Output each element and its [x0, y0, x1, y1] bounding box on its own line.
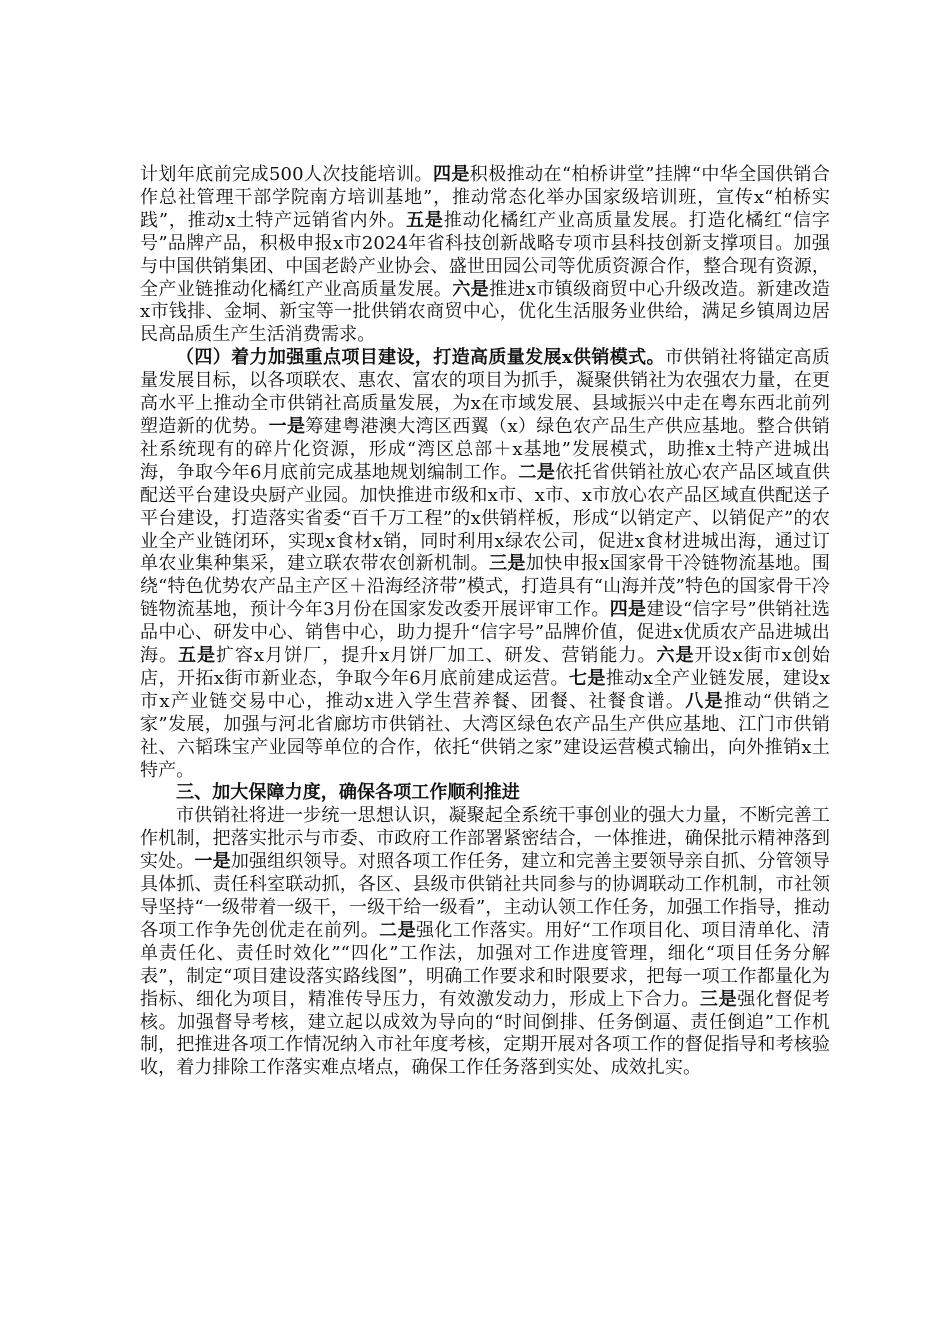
bold-text-run: 一是 [194, 851, 231, 873]
text-run: 市供销社将锚定高质量发展目标，以各项联农、惠农、富农的项目为抓手，凝聚供销社为农强农力量，在更高水平上推动全市供销社高质量发展，为x在市域发展、县域振兴中走在粤东西北前列塑造新的优势。 [140, 347, 830, 437]
bold-text-run: 七是 [568, 667, 606, 689]
document-body [140, 164, 830, 1080]
bold-text-run: 六是 [656, 645, 695, 667]
text-run: 积极推动在“柏桥讲堂”挂牌“中华全国供销合作总社管理干部学院南方培训基地”，推动常态化举办国家级培训班，宣传x“柏桥实践”，推动x土特产远销省内外。 [140, 164, 830, 231]
text-run: 推动“供销之家”发展，加强与河北省廊坊市供销社、大湾区绿色农产品生产供应基地、江门市供销社、六韬珠宝产业园等单位的合作，依托“供销之家”建设运营模式输出，向外推销x土特产。 [140, 690, 831, 781]
bold-text-run: （四）着力加强重点项目建设，打造高质量发展x供销模式。 [176, 347, 665, 369]
paragraph-training [140, 164, 830, 347]
bold-text-run: 一是 [268, 415, 306, 437]
text-run: 推动x全产业链发展，建设x市x产业链交易中心，推动x进入学生营养餐、团餐、社餐食谱。 [140, 667, 830, 712]
text-run: 开设x街市x创始店，开拓x街市新业态，争取今年6月底前建成运营。 [140, 645, 830, 689]
section-heading-safeguards [140, 782, 830, 805]
bold-text-run: 四是 [609, 599, 647, 621]
text-run: 建设“信字号”供销社选品中心、研发中心、销售中心，助力提升“信字号”品牌价值，促进x优质农产品进城出海。 [140, 599, 830, 667]
text-run: 加快申报x国家骨干冷链物流基地。围绕“特色优势农产品主产区＋沿海经济带”模式，打造具有“山海并茂”特色的国家骨干冷链物流基地，预计今年3月份在国家发改委开展评审工作。 [140, 553, 831, 621]
text-run: 加强组织领导。对照各项工作任务，建立和完善主要领导亲自抓、分管领导具体抓、责任科室联动抓，各区、县级市供销社共同参与的协调联动工作机制，市社领导坚持“一级带着一级干，一级干给一级看”，主动认领工作任务，加强工作指导，推动各项工作争先创优走在前列。 [140, 851, 831, 941]
bold-text-run: 五是 [406, 209, 444, 231]
text-run: 依托省供销社放心农产品区域直供配送平台建设央厨产业园。加快推进市级和x市、x市、x市放心农产品区域直供配送子平台建设，打造落实省委“百千万工程”的x供销样板，形成“以销定产、以销促产”的农业全产业链闭环，实现x食材x销，同时利用x绿农公司，促进x食材进城出海，通过订单农业集种集采，建立联农带农创新机制。 [140, 461, 830, 575]
text-run: 扩容x月饼厂，提升x月饼厂加工、研发、营销能力。 [216, 645, 657, 667]
text-run: 强化督促考核。加强督导考核，建立起以成效为导向的“时间倒排、任务倒逼、责任倒追”工作机制，把推进各项工作情况纳入市社年度考核，定期开展对各项工作的督促指导和考核验收，着力排除工作落实难点堵点，确保工作任务落到实处、成效扎实。 [140, 988, 831, 1079]
text-run: 推进x市镇级商贸中心升级改造。新建改造x市钱排、金垌、新宝等一批供销农商贸中心，优化生活服务业供给，满足乡镇周边居民高品质生产生活消费需求。 [140, 278, 830, 346]
bold-text-run: 五是 [178, 645, 217, 667]
text-run: 市供销社将进一步统一思想认识，凝聚起全系统干事创业的强大力量，不断完善工作机制，把落实批示与市委、市政府工作部署紧密结合，一体推进，确保批示精神落到实处。 [140, 805, 830, 873]
text-run: 推动化橘红产业高质量发展。打造化橘红“信字号”品牌产品，积极申报x市2024年省科技创新战略专项市县科技创新支撑项目。加强与中国供销集团、中国老龄产业协会、盛世田园公司等优质资源合作，整合现有资源，全产业链推动化橘红产业高质量发展。 [140, 209, 830, 300]
paragraph-key-projects [140, 347, 830, 782]
bold-text-run: 四是 [432, 164, 470, 185]
text-run: 筹建粤港澳大湾区西翼（x）绿色农产品生产供应基地。整合供销社系统现有的碎片化资源，形成“湾区总部＋x基地”发展模式，助推x土特产进城出海，争取今年6月底前完成基地规划编制工作。 [140, 415, 830, 483]
bold-text-run: 六是 [452, 278, 490, 300]
text-run: 强化工作落实。用好“工作项目化、项目清单化、清单责任化、责任时效化”“四化”工作法，加强对工作进度管理，细化“项目任务分解表”，制定“项目建设落实路线图”，明确工作要求和时限要求，把每一项工作都量化为指标、细化为项目，精准传导压力，有效激发动力，形成上下合力。 [140, 919, 830, 1010]
paragraph-safeguards [140, 805, 830, 1080]
bold-text-run: 三、加大保障力度，确保各项工作顺利推进 [176, 782, 520, 804]
bold-text-run: 八是 [685, 690, 724, 712]
bold-text-run: 三是 [489, 553, 526, 575]
bold-text-run: 二是 [379, 919, 416, 941]
bold-text-run: 三是 [699, 988, 738, 1010]
bold-text-run: 二是 [518, 461, 556, 483]
text-run: 计划年底前完成500人次技能培训。 [140, 164, 433, 185]
